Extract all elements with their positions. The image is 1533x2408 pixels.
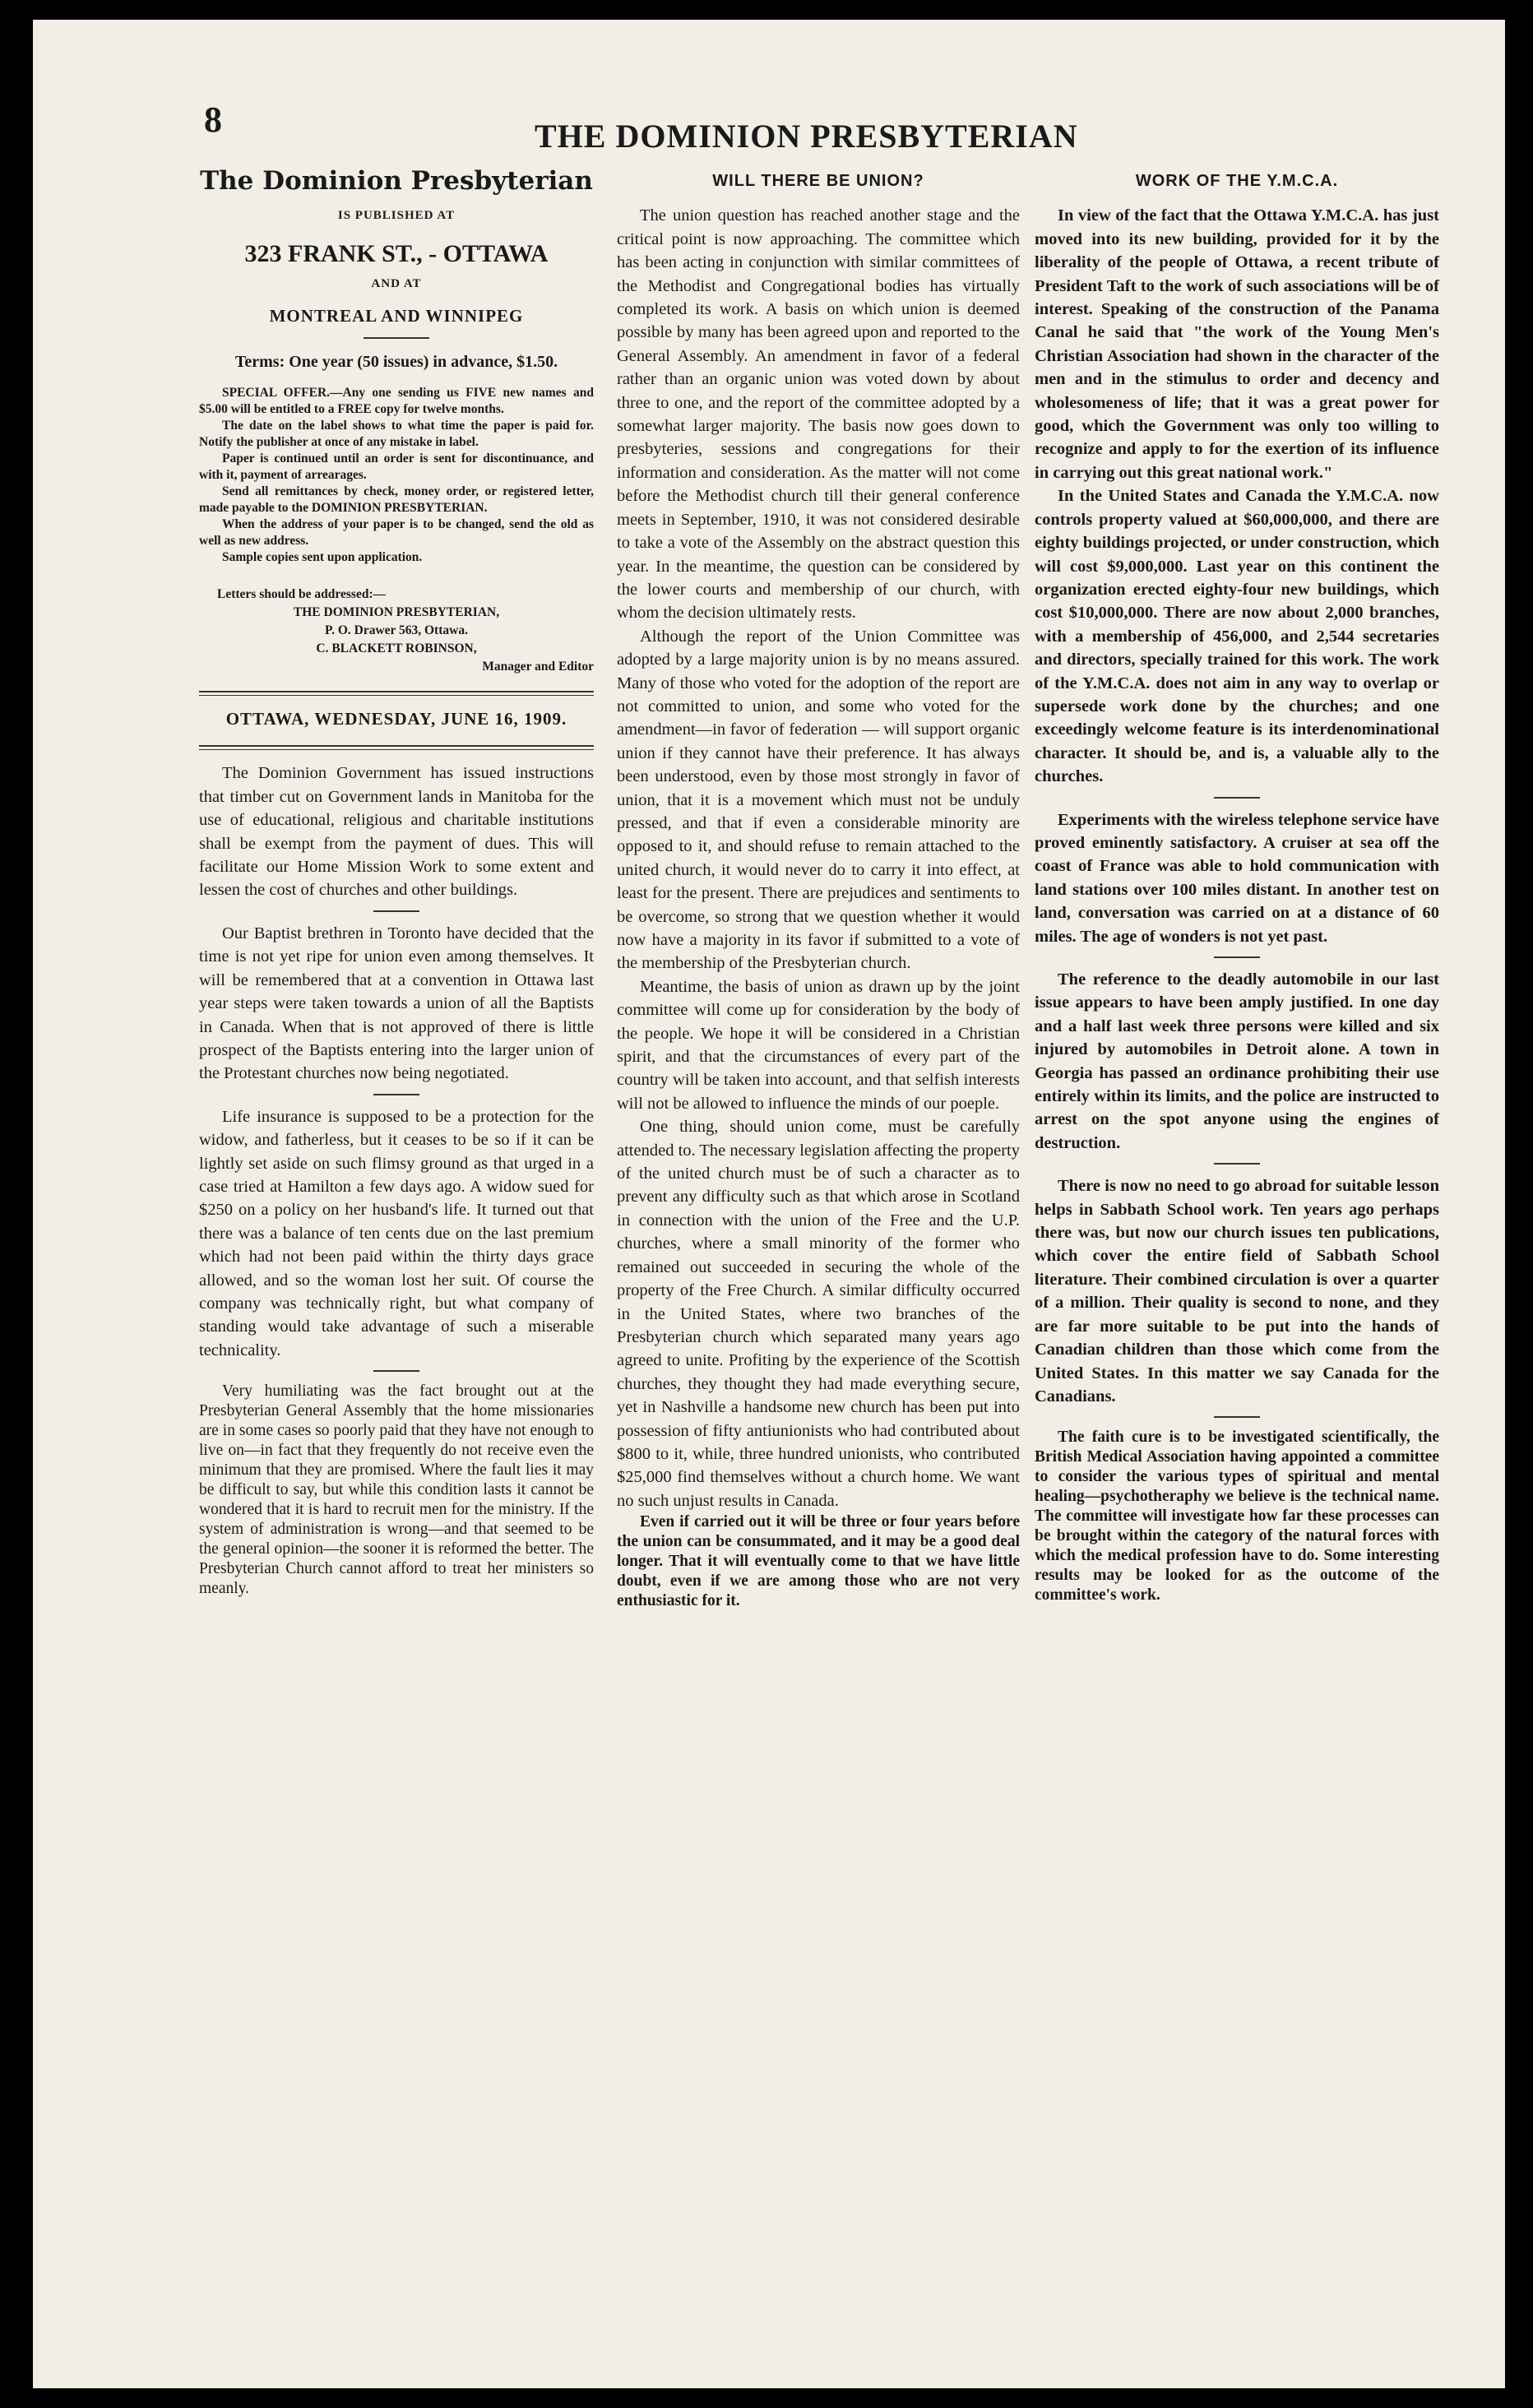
branch-cities: MONTREAL AND WINNIPEG xyxy=(269,305,524,326)
notice-special-offer: SPECIAL OFFER.—Any one sending us FIVE new names and $5.00 will be entitled to a FREE copy for twelve months. xyxy=(199,386,594,417)
column-right xyxy=(1035,166,1439,1605)
letters-title: Manager and Editor xyxy=(482,660,594,674)
divider xyxy=(373,1370,419,1372)
double-rule xyxy=(199,691,594,696)
editorial-paragraph: The reference to the deadly automobile in our last issue appears to have been amply justified. In one day and a half last week three persons were killed and six injured by automobiles in Detroit alone. A town in Georgia has passed an ordinance prohibiting their use entirely within its limits, and the police are instructed to arrest on the spot anyone using the engines of destruction. xyxy=(1035,970,1439,1152)
editorial-paragraph: The faith cure is to be investigated scientifically, the British Medical Association having appointed a committee to consider the various types of spiritual and mental healing—psychotheraphy we believe is the technical name. The committee will investigate how far these processes can be brought within the category of the natural forces with which the medical profession have to do. Some interesting results may be looked for as the outcome of the committee's work. xyxy=(1035,1429,1439,1605)
letters-box: P. O. Drawer 563, Ottawa. xyxy=(325,623,468,638)
article-paragraph: The union question has reached another stage and the critical point is now approaching. The committee which has been acting in conjunction with similar committees of the Methodist and Congregational bodies has virtually completed its work. A basis on which union is deemed possible by many has been agreed upon and reported to the General Assembly. An amendment in favor of a federal rather than an organic union was voted down by about three to one, and the report of the committee adopted by a somewhat larger majority. The basis now goes down to presbyteries, sessions and congregations for their information and consideration. As the matter will not come before the Methodist church till their general conference meets in September, 1910, it was not considered desirable to take a vote of the Assembly on the abstract question this year. In the meantime, the question can be considered by the lower courts and membership of our church, with whom the decision ultimately rests. xyxy=(617,206,1020,623)
editorial-paragraph: There is now no need to go abroad for suitable lesson helps in Sabbath School work. Ten years ago perhaps there was, but now our church issues ten publications, which cover the entire field of Sabbath School literature. Their combined circulation is over a quarter of a million. Their quality is second to none, and they are far more suitable to be put into the hands of Canadian children than those which come from the United States. In this matter we say Canada for the Canadians. xyxy=(1035,1177,1439,1405)
letters-intro: Letters should be addressed:— xyxy=(217,587,387,602)
article-paragraph: Meantime, the basis of union as drawn up by the joint committee will come up for consideration by the body of the people. We hope it will be considered in a Christian spirit, and that the circumstances of every part of the country will be taken into account, and that selfish interests will not be allowed to influence the minds of our poeple. xyxy=(617,977,1020,1113)
notice-remittances: Send all remittances by check, money order, or registered letter, made payable to the DOMINION PRESBYTERIAN. xyxy=(199,484,594,516)
notice-label-date: The date on the label shows to what time the paper is paid for. Notify the publisher at once of any mistake in label. xyxy=(199,419,594,450)
divider xyxy=(1214,1163,1260,1165)
editorial-paragraph: Very humiliating was the fact brought out at the Presbyterian General Assembly that the home missionaries are in some cases so poorly paid that they have not enough to live on—in fact that they frequently do not receive even the minimum that they are promised. Where the fault lies it may be difficult to say, but while this condition lasts it cannot be wondered that it is hard to recruit men for the ministry. If the system of administration is wrong—and that seemed to be the general opinion—the sooner it is reformed the better. The Presbyterian Church cannot afford to treat her ministers so meanly. xyxy=(199,1382,594,1598)
article-paragraph: Even if carried out it will be three or four years before the union can be consummated, and it may be a good deal longer. That it will eventually come to that we have little doubt, even if we are among those who are not very enthusiastic for it. xyxy=(617,1513,1020,1610)
article-heading: WORK OF THE Y.M.C.A. xyxy=(1135,172,1339,190)
divider xyxy=(1214,956,1260,958)
notice-address-change: When the address of your paper is to be changed, send the old as well as new address. xyxy=(199,517,594,549)
notice-sample-copies: Sample copies sent upon application. xyxy=(222,550,423,565)
article-paragraph: In view of the fact that the Ottawa Y.M.C.A. has just moved into its new building, provided for it by the liberality of the people of Ottawa, a recent tribute of President Taft to the work of such associations will be of interest. Speaking of the construction of the Panama Canal he said that "the work of the Young Men's Christian Association had shown in the character of the men and in the stimulus to order and decency and wholesomeness of life; that it was a great power for good, which the Government was only too willing to recognize and apply to for the exertion of its influence in carrying out this great national work." xyxy=(1035,206,1439,482)
divider xyxy=(1214,1416,1260,1418)
published-at: IS PUBLISHED AT xyxy=(337,209,456,223)
article-paragraph: In the United States and Canada the Y.M.C.A. now controls property valued at $60,000,000, and there are eighty buildings projected, or under construction, which will cost $9,000,000. Last year on this continent the organization erected eighty-four new buildings, which cost $10,000,000. There are now about 2,000 branches, with a membership of 456,000, and 2,544 secretaries and directors, specially trained for this work. The work of the Y.M.C.A. does not aim in any way to overlap or supersede work done by the churches; and one exceedingly welcome feature is its interdenominational character. It should be, and is, a valuable ally to the churches. xyxy=(1035,487,1439,786)
nameplate: The Dominion Presbyterian xyxy=(200,166,593,196)
letters-name: THE DOMINION PRESBYTERIAN, xyxy=(293,605,500,620)
and-at: AND AT xyxy=(371,277,422,291)
dateline: OTTAWA, WEDNESDAY, JUNE 16, 1909. xyxy=(225,709,567,729)
divider xyxy=(1214,797,1260,799)
double-rule xyxy=(199,745,594,750)
divider xyxy=(364,337,429,339)
page-number: 8 xyxy=(204,100,222,140)
article-heading: WILL THERE BE UNION? xyxy=(712,172,924,190)
column-middle xyxy=(617,166,1020,1611)
editorial-paragraph: Experiments with the wireless telephone service have proved eminently satisfactory. A cruiser at sea off the coast of France was able to hold communication with land stations over 100 miles distant. In another test on land, conversation was carried on at a distance of 60 miles. The age of wonders is not yet past. xyxy=(1035,810,1439,946)
column-left xyxy=(199,166,594,1599)
article-paragraph: Although the report of the Union Committee was adopted by a large majority union is by no means assured. Many of those who voted for the adoption of the report are not committed to union, and some who voted for the amendment—in favor of federation — will support organic union if they cannot have their preference. It has always been understood, even by those most strongly in favor of union, that it is a movement which must not be unduly pressed, and that if even a considerable minority are opposed to it, and should refuse to remain attached to the united church, it would never do to carry it into effect, at least for the present. There are prejudices and sentiments to be overcome, so strong that we question whether it would now have a majority in its favor if submitted to a vote of the membership of the Presbyterian church. xyxy=(617,627,1020,973)
letters-manager: C. BLACKETT ROBINSON, xyxy=(316,641,477,656)
divider xyxy=(373,910,419,912)
notice-continuance: Paper is continued until an order is sent for discontinuance, and with it, payment of arrearages. xyxy=(199,452,594,483)
subscription-terms: Terms: One year (50 issues) in advance, $1.50. xyxy=(234,353,558,372)
letters-block xyxy=(199,586,594,676)
newspaper-page xyxy=(33,20,1505,2388)
editorial-paragraph: Our Baptist brethren in Toronto have decided that the time is not yet ripe for union even among themselves. It will be remembered that at a convention in Ottawa last year steps were taken towards a union of all the Baptists in Canada. When that is not approved of there is little prospect of the Baptists entering into the larger union of the Protestant churches now being negotiated. xyxy=(199,924,594,1083)
article-paragraph: One thing, should union come, must be carefully attended to. The necessary legislation affecting the property of the united church must be of such a character as to prevent any difficulty such as that which arose in Scotland in connection with the union of the Free and the U.P. churches, where a small minority of the former who remained out succeeded in securing the whole of the property of the Free Church. A similar difficulty occurred in the United States, where two branches of the Presbyterian church which separated many years ago agreed to unite. Profiting by the experience of the Scottish churches, they thought they had made everything secure, yet in Nashville a handsome new church has been put into possession of fifty antiunionists who had contributed about $800 to it, while, three hundred unionists, who contributed $25,000 find themselves without a church home. We want no such unjust results in Canada. xyxy=(617,1118,1020,1510)
editorial-paragraph: Life insurance is supposed to be a protection for the widow, and fatherless, but it ceases to be so if it can be lightly set aside on such flimsy ground as that urged in a case tried at Hamilton a few days ago. A widow sued for $250 on a policy on her husband's life. It turned out that there was a balance of ten cents due on the last premium which had not been paid within the thirty days grace allowed, and so the woman lost her suit. Of course the company was technically right, but what company of standing would take advantage of such a miserable technicality. xyxy=(199,1107,594,1359)
office-address: 323 FRANK ST., - OTTAWA xyxy=(244,239,549,267)
divider xyxy=(373,1094,419,1095)
masthead: THE DOMINION PRESBYTERIAN xyxy=(535,118,1078,155)
editorial-paragraph: The Dominion Government has issued instructions that timber cut on Government lands in Manitoba for the use of educational, religious and charitable institutions shall be exempt from the payment of dues. This will facilitate our Home Mission Work to some extent and lessen the cost of churches and other buildings. xyxy=(199,764,594,900)
